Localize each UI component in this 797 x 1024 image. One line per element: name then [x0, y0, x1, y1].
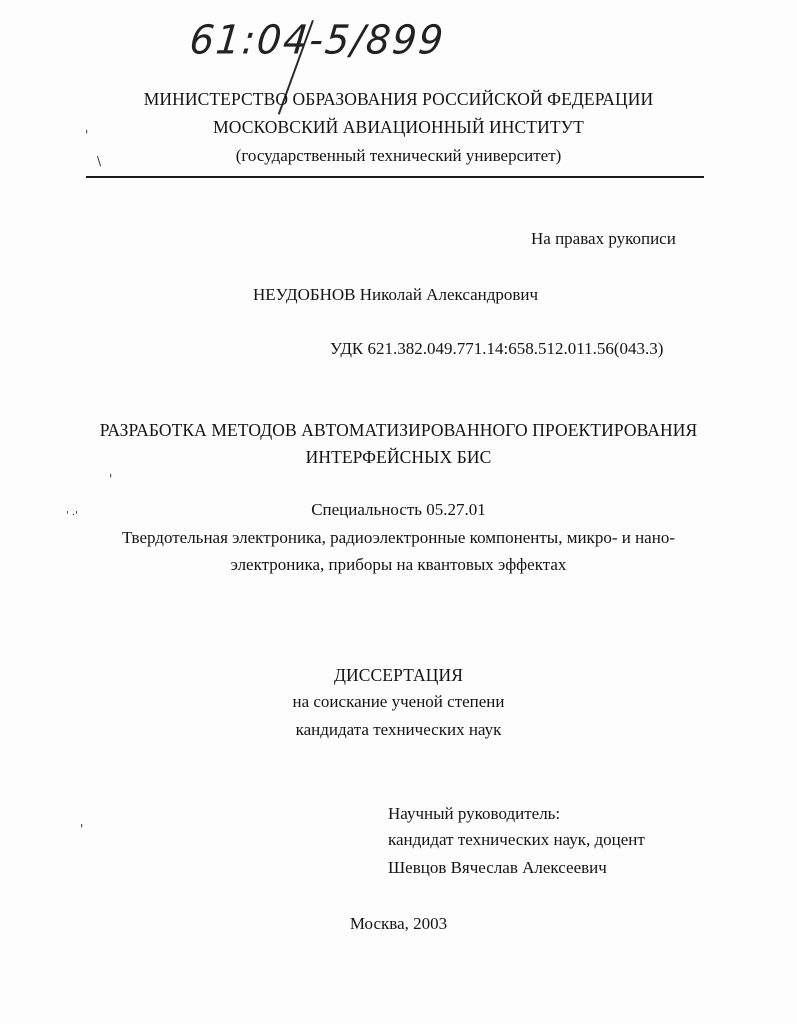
specialty-name-line-2: электроника, приборы на квантовых эффектах: [230, 555, 567, 574]
scan-speck: ': [85, 128, 89, 142]
degree-purpose-line-2: кандидата технических наук: [295, 720, 502, 739]
supervisor-degree: кандидат технических наук, доцент: [388, 830, 645, 849]
dissertation-title-line-1: РАЗРАБОТКА МЕТОДОВ АВТОМАТИЗИРОВАННОГО ПРОЕКТИРОВАНИЯ: [99, 420, 698, 440]
institute-subtitle: (государственный технический университет): [235, 146, 562, 165]
supervisor-label: Научный руководитель:: [388, 804, 561, 823]
scan-speck: ': [109, 472, 113, 486]
ministry-heading: МИНИСТЕРСТВО ОБРАЗОВАНИЯ РОССИЙСКОЙ ФЕДЕРАЦИИ: [143, 89, 654, 109]
work-type-label: ДИССЕРТАЦИЯ: [333, 665, 464, 685]
udc-code: УДК 621.382.049.771.14:658.512.011.56(043.3): [330, 339, 664, 358]
dissertation-title-line-2: ИНТЕРФЕЙСНЫХ БИС: [305, 447, 492, 467]
author-name: НЕУДОБНОВ Николай Александрович: [253, 285, 539, 304]
specialty-name-line-1: Твердотельная электроника, радиоэлектронные компоненты, микро- и нано-: [122, 528, 675, 547]
specialty-code: Специальность 05.27.01: [311, 500, 486, 519]
place-and-year: Москва, 2003: [349, 914, 448, 933]
scan-speck: \: [97, 154, 102, 168]
supervisor-name: Шевцов Вячеслав Алексеевич: [388, 858, 607, 877]
institute-heading: МОСКОВСКИЙ АВИАЦИОННЫЙ ИНСТИТУТ: [213, 117, 584, 137]
scan-speck: ': [80, 822, 84, 836]
scan-speck: ' ·': [66, 510, 78, 521]
handwritten-archive-number: 61:04-5/899: [187, 16, 448, 64]
header-divider: [86, 176, 704, 178]
manuscript-rights: На правах рукописи: [531, 229, 676, 248]
degree-purpose-line-1: на соискание ученой степени: [292, 692, 505, 711]
